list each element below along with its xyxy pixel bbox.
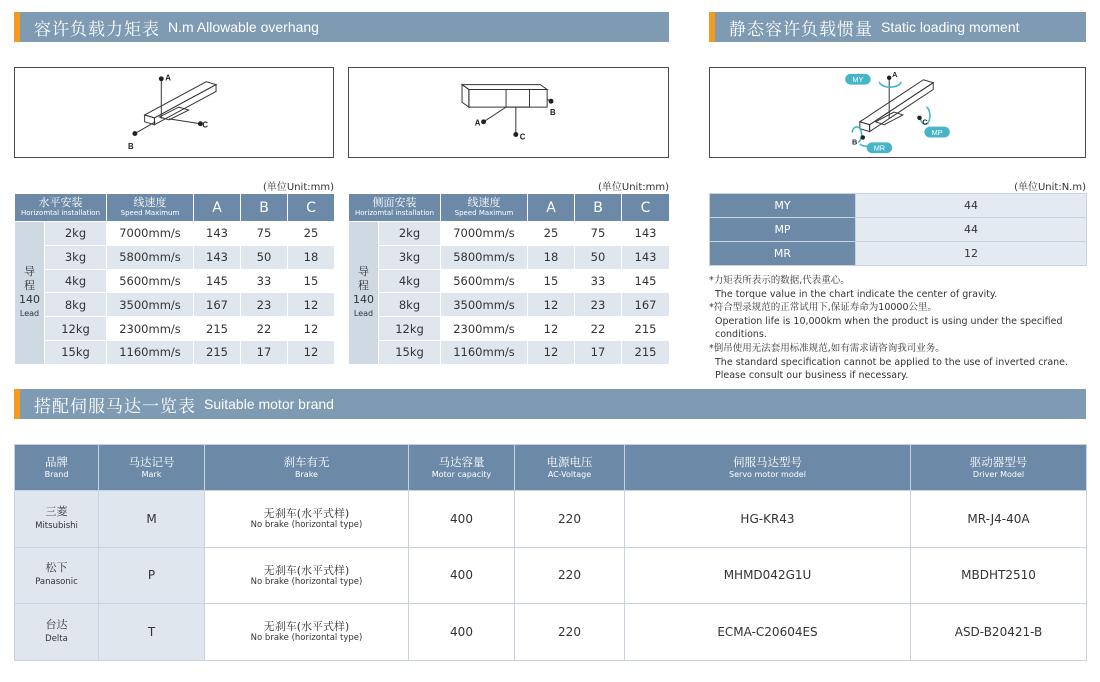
driver-model-cell: MBDHT2510 xyxy=(911,547,1087,604)
moment-value: 44 xyxy=(856,194,1087,218)
moment-slide-drawing xyxy=(710,68,1085,157)
note-line: The standard specification cannot be applied to the use of inverted crane. xyxy=(715,356,1069,368)
motor-brand-table xyxy=(14,444,1087,661)
motor-title-en: Suitable motor brand xyxy=(204,396,334,412)
speed-cell: 2300mm/s xyxy=(107,317,194,341)
static-moment-table xyxy=(709,193,1087,266)
brake-cell: 无刹车(水平式样) No brake (horizontal type) xyxy=(205,491,409,548)
horizontal-overhang-table xyxy=(14,193,335,365)
a-cell: 145 xyxy=(194,269,241,293)
side-install-diagram xyxy=(348,67,669,158)
moment-value: 12 xyxy=(856,242,1087,266)
overhang-title-zh: 容许负载力矩表 xyxy=(34,19,160,40)
label-b: B xyxy=(128,142,134,152)
speed-cell: 5800mm/s xyxy=(441,245,528,269)
badge-mp: MP xyxy=(931,127,943,137)
speed-cell: 5800mm/s xyxy=(107,245,194,269)
speed-header: 线速度 Speed Maximum xyxy=(441,194,528,222)
mark-cell: P xyxy=(99,547,205,604)
a-cell: 167 xyxy=(194,293,241,317)
load-cell: 3kg xyxy=(45,245,107,269)
servo-model-header: 伺服马达型号 Servo motor model xyxy=(625,445,911,491)
c-cell: 15 xyxy=(288,269,335,293)
moment-value: 44 xyxy=(856,218,1087,242)
b-cell: 22 xyxy=(241,317,288,341)
b-cell: 50 xyxy=(241,245,288,269)
c-cell: 12 xyxy=(288,293,335,317)
label-a: A xyxy=(474,118,481,128)
label-a: A xyxy=(892,69,898,79)
b-cell: 75 xyxy=(241,222,288,246)
speed-cell: 1160mm/s xyxy=(107,340,194,364)
servo-model-cell: MHMD042G1U xyxy=(625,547,911,604)
col-c-header: C xyxy=(622,194,670,222)
capacity-cell: 400 xyxy=(409,604,515,661)
c-cell: 12 xyxy=(288,317,335,341)
brake-cell: 无刹车(水平式样) No brake (horizontal type) xyxy=(205,547,409,604)
load-cell: 12kg xyxy=(45,317,107,341)
label-b: B xyxy=(852,137,858,147)
speed-cell: 1160mm/s xyxy=(441,340,528,364)
table-row xyxy=(15,293,335,317)
motor-section-header xyxy=(14,389,1086,419)
col-b-header: B xyxy=(575,194,622,222)
speed-cell: 3500mm/s xyxy=(441,293,528,317)
overhang-section-header xyxy=(14,12,669,42)
col-a-header: A xyxy=(194,194,241,222)
brand-cell: 松下 Panasonic xyxy=(15,547,99,604)
speed-cell: 5600mm/s xyxy=(107,269,194,293)
table-row xyxy=(15,317,335,341)
unit-label-horizontal: (单位Unit:mm) xyxy=(262,182,334,193)
col-c-header: C xyxy=(288,194,335,222)
lead-cell: 导程 140 Lead xyxy=(349,222,379,365)
notes-block xyxy=(709,274,1094,383)
c-cell: 145 xyxy=(622,269,670,293)
table-row xyxy=(710,194,1087,218)
static-title-zh: 静态容许负载惯量 xyxy=(729,19,873,40)
table-row xyxy=(349,269,670,293)
load-cell: 15kg xyxy=(45,340,107,364)
b-cell: 33 xyxy=(575,269,622,293)
voltage-cell: 220 xyxy=(515,547,625,604)
load-cell: 15kg xyxy=(379,340,441,364)
table-row xyxy=(349,293,670,317)
a-cell: 215 xyxy=(194,340,241,364)
header-accent-bar xyxy=(14,389,20,419)
table-row xyxy=(15,340,335,364)
c-cell: 215 xyxy=(622,340,670,364)
label-c: C xyxy=(202,120,209,130)
table-row xyxy=(349,245,670,269)
static-section-header xyxy=(709,12,1086,42)
moment-key: MY xyxy=(710,194,856,218)
install-type-header: 水平安装 Horizomtal installation xyxy=(15,194,107,222)
c-cell: 215 xyxy=(622,317,670,341)
brand-header: 品牌 Brand xyxy=(15,445,99,491)
driver-model-cell: MR-J4-40A xyxy=(911,491,1087,548)
driver-model-header: 驱动器型号 Driver Model xyxy=(911,445,1087,491)
b-cell: 23 xyxy=(241,293,288,317)
load-cell: 2kg xyxy=(379,222,441,246)
speed-cell: 7000mm/s xyxy=(441,222,528,246)
a-cell: 15 xyxy=(528,269,575,293)
b-cell: 17 xyxy=(575,340,622,364)
servo-model-cell: ECMA-C20604ES xyxy=(625,604,911,661)
voltage-cell: 220 xyxy=(515,604,625,661)
brand-cell: 三菱 Mitsubishi xyxy=(15,491,99,548)
load-cell: 8kg xyxy=(45,293,107,317)
a-cell: 12 xyxy=(528,293,575,317)
note-line: Please consult our business if necessary. xyxy=(715,370,909,382)
moment-diagram xyxy=(709,67,1086,158)
table-row xyxy=(15,491,1087,548)
c-cell: 143 xyxy=(622,245,670,269)
c-cell: 143 xyxy=(622,222,670,246)
brand-cell: 台达 Delta xyxy=(15,604,99,661)
note-line: *力矩表所表示的数据,代表重心。 xyxy=(709,275,850,286)
b-cell: 23 xyxy=(575,293,622,317)
b-cell: 50 xyxy=(575,245,622,269)
col-a-header: A xyxy=(528,194,575,222)
a-cell: 12 xyxy=(528,340,575,364)
table-row xyxy=(349,340,670,364)
col-b-header: B xyxy=(241,194,288,222)
table-row xyxy=(710,218,1087,242)
table-row xyxy=(349,222,670,246)
capacity-cell: 400 xyxy=(409,491,515,548)
speed-cell: 2300mm/s xyxy=(441,317,528,341)
static-title-en: Static loading moment xyxy=(881,19,1020,35)
label-b: B xyxy=(550,107,556,117)
driver-model-cell: ASD-B20421-B xyxy=(911,604,1087,661)
mark-cell: M xyxy=(99,491,205,548)
speed-cell: 3500mm/s xyxy=(107,293,194,317)
b-cell: 17 xyxy=(241,340,288,364)
table-row xyxy=(15,269,335,293)
table-row xyxy=(349,317,670,341)
c-cell: 25 xyxy=(288,222,335,246)
table-row xyxy=(15,222,335,246)
table-row xyxy=(15,547,1087,604)
mark-cell: T xyxy=(99,604,205,661)
mark-header: 马达记号 Mark xyxy=(99,445,205,491)
a-cell: 143 xyxy=(194,245,241,269)
load-cell: 12kg xyxy=(379,317,441,341)
load-cell: 4kg xyxy=(45,269,107,293)
overhang-title-en: N.m Allowable overhang xyxy=(168,19,319,35)
c-cell: 18 xyxy=(288,245,335,269)
a-cell: 143 xyxy=(194,222,241,246)
note-line: Operation life is 10,000km when the product is using under the specified conditions. xyxy=(715,315,1063,341)
brake-cell: 无刹车(水平式样) No brake (horizontal type) xyxy=(205,604,409,661)
badge-mr: MR xyxy=(873,143,886,153)
a-cell: 12 xyxy=(528,317,575,341)
b-cell: 22 xyxy=(575,317,622,341)
label-a: A xyxy=(165,73,171,83)
motor-title-zh: 搭配伺服马达一览表 xyxy=(34,396,196,417)
a-cell: 25 xyxy=(528,222,575,246)
badge-my: MY xyxy=(852,75,864,85)
side-overhang-table xyxy=(348,193,670,365)
voltage-header: 电源电压 AC-Voltage xyxy=(515,445,625,491)
note-line: *符合型录规范的正常试用下,保证寿命为10000公里。 xyxy=(709,302,937,314)
side-slide-drawing xyxy=(349,68,668,157)
c-cell: 167 xyxy=(622,293,670,317)
note-line: *倒吊使用无法套用标准规范,如有需求请咨询我司业务。 xyxy=(709,342,945,354)
install-type-header: 侧面安装 Horizomtal installation xyxy=(349,194,441,222)
brake-header: 刹车有无 Brake xyxy=(205,445,409,491)
b-cell: 75 xyxy=(575,222,622,246)
load-cell: 8kg xyxy=(379,293,441,317)
moment-key: MP xyxy=(710,218,856,242)
load-cell: 3kg xyxy=(379,245,441,269)
load-cell: 2kg xyxy=(45,222,107,246)
voltage-cell: 220 xyxy=(515,491,625,548)
a-cell: 215 xyxy=(194,317,241,341)
load-cell: 4kg xyxy=(379,269,441,293)
capacity-header: 马达容量 Motor capacity xyxy=(409,445,515,491)
speed-header: 线速度 Speed Maximum xyxy=(107,194,194,222)
lead-cell: 导程 140 Lead xyxy=(15,222,45,365)
capacity-cell: 400 xyxy=(409,547,515,604)
speed-cell: 5600mm/s xyxy=(441,269,528,293)
speed-cell: 7000mm/s xyxy=(107,222,194,246)
note-line: The torque value in the chart indicate the center of gravity. xyxy=(715,288,998,300)
table-row xyxy=(15,604,1087,661)
c-cell: 12 xyxy=(288,340,335,364)
table-row xyxy=(710,242,1087,266)
unit-label-moment: (单位Unit:N.m) xyxy=(1014,182,1086,193)
moment-key: MR xyxy=(710,242,856,266)
unit-label-side: (单位Unit:mm) xyxy=(597,182,669,193)
header-accent-bar xyxy=(709,12,715,42)
b-cell: 33 xyxy=(241,269,288,293)
header-accent-bar xyxy=(14,12,20,42)
horizontal-slide-drawing xyxy=(15,68,333,157)
a-cell: 18 xyxy=(528,245,575,269)
label-c: C xyxy=(922,117,928,127)
servo-model-cell: HG-KR43 xyxy=(625,491,911,548)
table-row xyxy=(15,245,335,269)
label-c: C xyxy=(519,132,526,142)
horizontal-install-diagram xyxy=(14,67,334,158)
